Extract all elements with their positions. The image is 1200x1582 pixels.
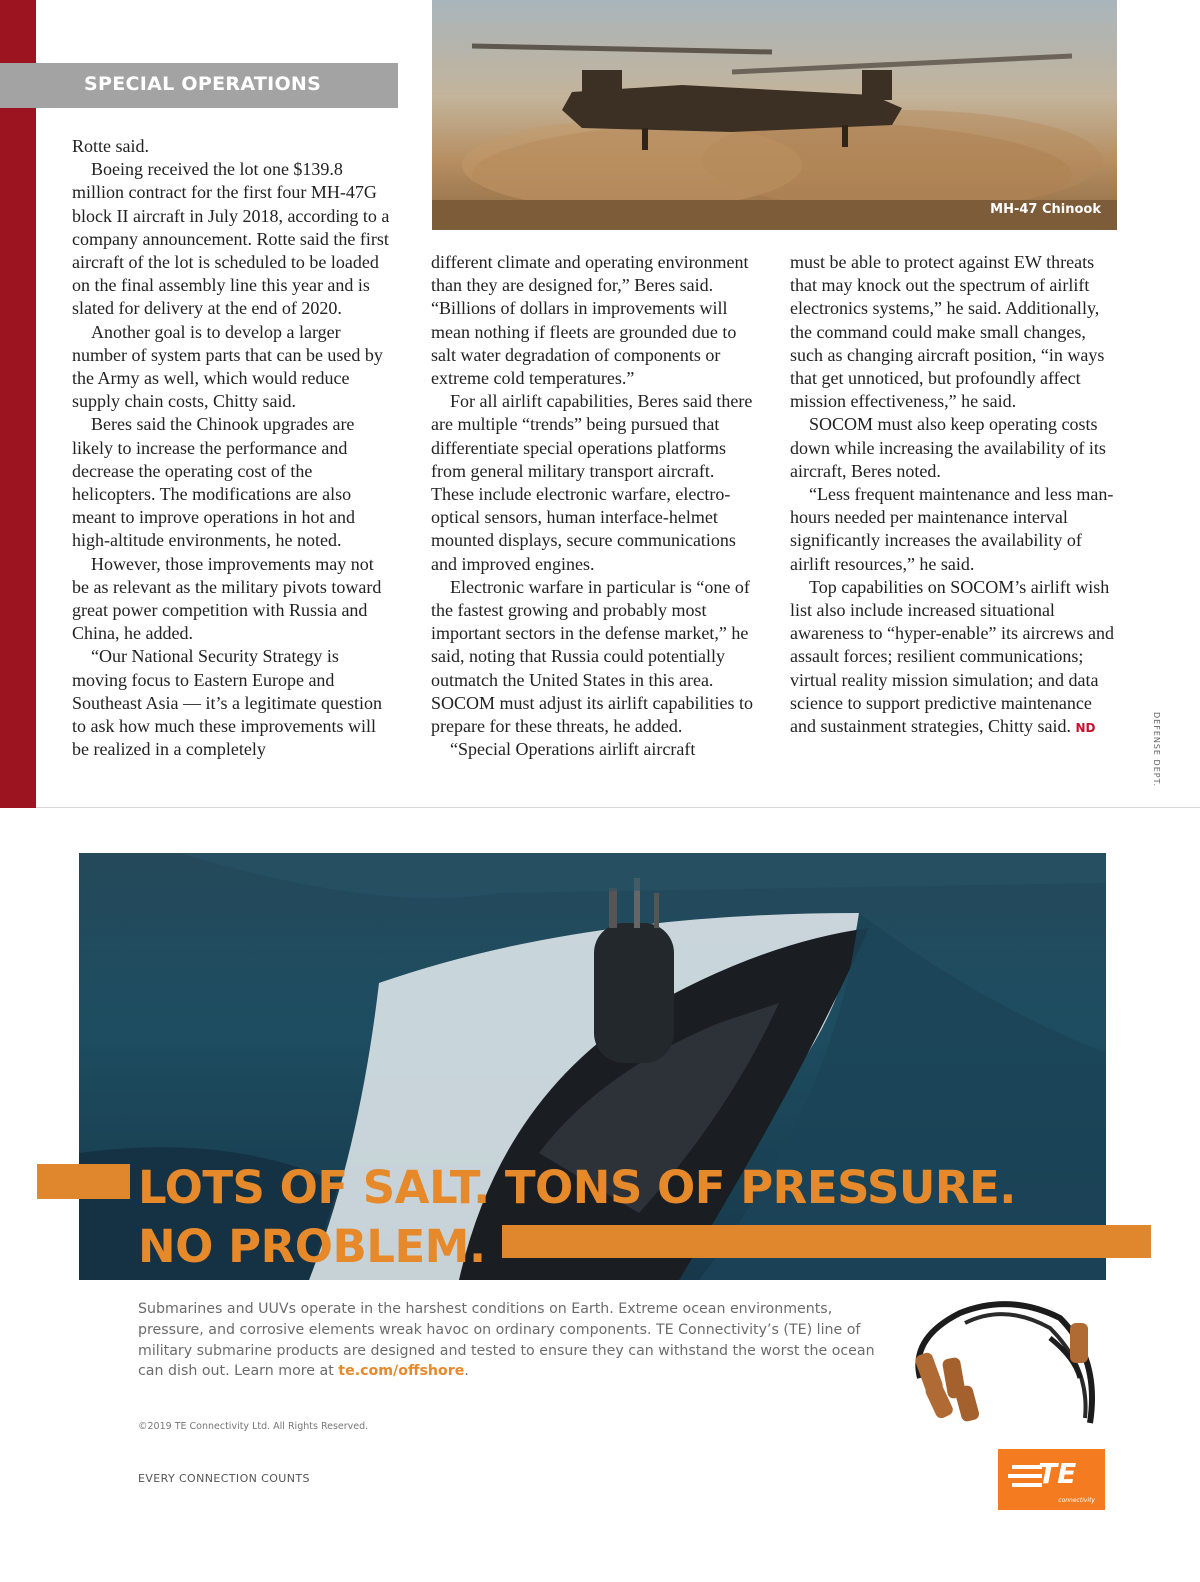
copyright: ©2019 TE Connectivity Ltd. All Rights Reserved.: [138, 1421, 369, 1432]
paragraph: For all airlift capabilities, Beres said there are multiple “trends” being pursued that differentiate special operations platforms from general military transport aircraft. These include electronic warfare, electro-optical sensors, human interface-helmet mounted displays, secure communications and improved engines.: [431, 391, 753, 574]
ad-body: Submarines and UUVs operate in the harshest conditions on Earth. Extreme ocean environments, pressure, and corrosive elements wreak havoc on ordinary components. TE Connectivity’s (TE) line of military submarine products are designed and tested to ensure they can withstand the worst the ocean can dish out. Learn more at: [138, 1301, 875, 1380]
paragraph: Boeing received the lot one $139.8 million contract for the first four MH-47G block II aircraft in July 2018, according to a company announcement. Rotte said the first aircraft of the lot is scheduled to be loaded on the final assembly line this year and is slated for delivery at the end of 2020.: [72, 159, 390, 319]
photo-caption: MH-47 Chinook: [990, 202, 1101, 217]
te-logo: [998, 1449, 1105, 1510]
cable-illustration: [900, 1298, 1110, 1428]
paragraph: Another goal is to develop a larger number of system parts that can be used by the Army as well, which would reduce supply chain costs, Chitty said.: [72, 321, 383, 412]
photo-credit: DEFENSE DEPT.: [1152, 712, 1161, 788]
chinook-illustration: [432, 0, 1117, 230]
paragraph: “Special Operations airlift aircraft: [450, 739, 696, 760]
divider: [36, 807, 1200, 808]
ad-headline-line-1: LOTS OF SALT. TONS OF PRESSURE.: [138, 1161, 1016, 1214]
ad-tagline: EVERY CONNECTION COUNTS: [138, 1472, 310, 1485]
paragraph: SOCOM must also keep operating costs down while increasing the availability of its aircraft, Beres noted.: [790, 414, 1106, 481]
te-logo-text: TE: [1038, 1457, 1077, 1490]
ad-link[interactable]: te.com/offshore: [338, 1363, 465, 1380]
paragraph: Electronic warfare in particular is “one of the fastest growing and probably most important sectors in the defense market,” he said, noting that Russia could potentially outmatch the United States in this area. SOCOM must adjust its airlift capabilities to prepare for these threats, he added.: [431, 576, 753, 737]
paragraph: Rotte said.: [72, 136, 149, 156]
section-tag: [0, 63, 398, 108]
ad-headline: [138, 1158, 1016, 1276]
article-column-1: [72, 135, 394, 761]
paragraph: Beres said the Chinook upgrades are likely to increase the performance and decrease the operating cost of the helicopters. The modifications are also meant to improve operations in hot and high-altitude environments, he noted.: [72, 414, 355, 551]
paragraph: must be able to protect against EW threats that may knock out the spectrum of airlift electronics systems,” he said. Additionally, the command could make small changes, such as changing aircraft position, “in ways that get unnoticed, but profoundly affect mission effectiveness,” he said.: [790, 252, 1105, 412]
ad-link-suffix: .: [464, 1363, 469, 1380]
paragraph: different climate and operating environment than they are designed for,” Beres said. “Billions of dollars in improvements will mean nothing if fleets are grounded due to salt water degradation of components or extreme cold temperatures.”: [431, 252, 749, 389]
paragraph: “Less frequent maintenance and less man-hours needed per maintenance interval significantly increases the availability of airlift resources,” he said.: [790, 484, 1114, 574]
paragraph: However, those improvements may not be as relevant as the military pivots toward great power competition with Russia and China, he added.: [72, 553, 382, 644]
headline-accent-bar: [37, 1164, 130, 1199]
end-mark: ND: [1075, 721, 1096, 736]
te-logo-subtext: connectivity: [1058, 1497, 1095, 1504]
ad-body-text: [138, 1299, 878, 1382]
section-color-bar: [0, 0, 36, 808]
chinook-photo: [432, 0, 1117, 230]
ad-headline-line-2: NO PROBLEM.: [138, 1220, 486, 1273]
article-column-3: [790, 251, 1120, 740]
article-column-2: [431, 251, 761, 761]
paragraph-text: Top capabilities on SOCOM’s airlift wish list also include increased situational awareness to “hyper-enable” its aircrews and assault forces; resilient communications; virtual reality mission simulation; and data science to support predictive maintenance and sustainment strategies, Chitty said.: [790, 576, 1114, 737]
paragraph: [790, 576, 1120, 740]
cable-product-image: [900, 1298, 1110, 1428]
section-label: SPECIAL OPERATIONS: [84, 73, 322, 95]
paragraph: “Our National Security Strategy is moving focus to Eastern Europe and Southeast Asia — it’s a legitimate question to ask how much these improvements will be realized in a completely: [72, 646, 382, 760]
